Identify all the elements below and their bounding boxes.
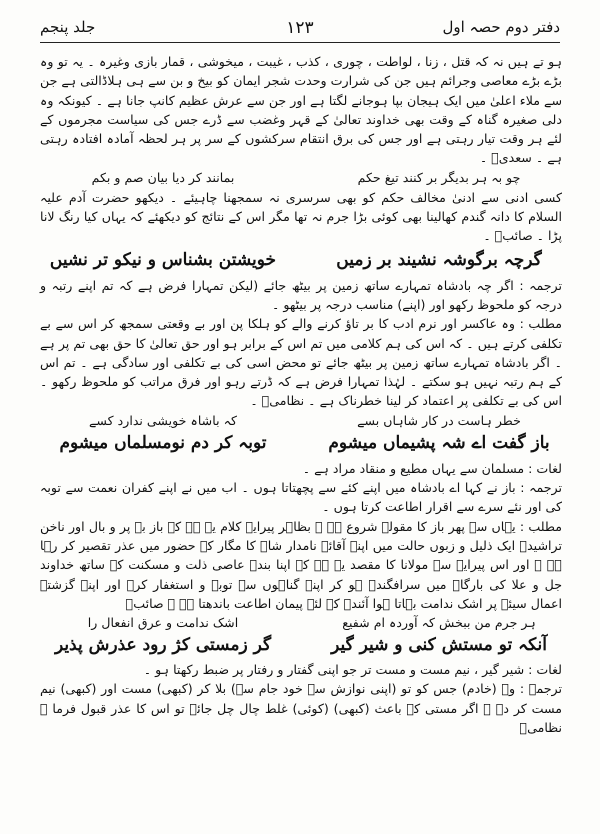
paragraph-commentary: کسی ادنی سے ادنیٰ مخالف حکم کو بھی سرسری نہ سمجھنا چاہیئے ۔ دیکھو حضرت آدم علیہ السلام کا دانہ گندم کھالینا بھی کوئی بڑا جرم نہ تھا مگر اس کے نتائج کو دیکھئے کہ یہاں کیا رنگ لانا پڑا ۔ صائبؒ ۔ — [40, 189, 562, 244]
paragraph-translation: ترجمہ : باز نے کہا اے بادشاہ میں اپنے کئے سے پچھتاتا ہوں ۔ اب میں نے اپنے کفران نعمت سے توبہ کی اور نئے سرے سے اقرار اطاعت کرتا ہوں ۔ — [40, 480, 562, 515]
section-title: دفتر دوم حصہ اول — [442, 18, 560, 36]
paragraph-glossary: لغات : مسلمان سے یہاں مطیع و منقاد مراد ہے ۔ — [302, 460, 562, 476]
paragraph-translation: ترجمہ : اگر چہ بادشاہ تمہارے ساتھ زمین پر بیٹھ جائے (لیکن تمہارا فرض ہے کہ تم اپنے رتبہ و درجہ کو ملحوظ رکھو اور (اپنے) مناسب درجہ پر بیٹھو ۔ — [40, 277, 562, 312]
verse-second-line: گر زمستی کژ رود عذرش پذیر — [54, 635, 272, 656]
verse-first-line: گرچہ برگوشہ نشیند بر زمیں — [336, 249, 542, 270]
verse-second-line: خویشتن بشناس و نیکو تر نشیں — [49, 249, 277, 270]
verse-couplet — [40, 248, 562, 273]
paragraph-translation: ترجمہ : وہ (خادم) جس کو تو (اپنی نوازش سے خود جام سے) بلا کر (کبھی) مست اور (کبھی) نیم مست کر دے ۔ اگر مستی کے باعث (کبھی) (کوئی) غلط چال چل جائے تو اس کا عذر قبول فرما ۔ نظامیؒ — [40, 681, 562, 736]
verse-second-line: اشک ندامت و عرق انفعال را — [87, 615, 239, 631]
verse-first-line: باز گفت اے شہ پشیماں میشوم — [328, 432, 550, 453]
verse-first-line: چو بہ ہر بدیگر بر کنند تیغ حکم — [357, 169, 521, 185]
verse-second-line: توبہ کر دم نومسلماں میشوم — [59, 432, 267, 453]
verse-first-line: ہر جرم من ببخش کہ آوردہ ام شفیع — [342, 615, 536, 631]
paragraph-commentary: ہو تے ہیں نہ کہ قتل ، زنا ، لواطت ، چوری ، کذب ، غیبت ، میخوشی ، قمار بازی وغیرہ ۔ یہ تو وہ بڑے بڑے معاصی وجرائم ہیں جن کی شرارت وحدت شجر ایمان کو بیخ و بن سے ہی ہلاڈالتی ہے جن سے ملاء اعلیٰ میں ایک ہیجان بپا ہوجانے لگتا ہے اور جن سے عرش عظیم کانپ جانا ہے ۔ کیونکہ وہ دلی صغیرہ گناہ کے وقت بھی خداوند تعالیٰ کے قہر وغضب سے ڈرے جس کی سیاست مجرموں کے لئے ہر وقت تیار رہتی ہے اور جس کی برق انتقام سرکشوں کے سر پر ہر لحظہ آمادہ افتادہ رہتی ہے ۔ سعدیؒ ۔ — [40, 54, 562, 166]
verse-couplet — [40, 614, 562, 631]
paragraph-explanation: مطلب : یہاں سے پھر باز کا مقولہ شروع ہے ۔ بظاہر پیرایہ کلام یہ ہے کہ باز بے پر و بال اور ناخن تراشیدہ ایک ذلیل و زبوں حالت میں اپنے آقائے نامدار شاہ کا مگار کے حضور میں عذر تقصیر کر رہا ہے ۔ اور اس پیرایہ سے مولانا کا مقصد یہ ہے کہ اپنا بندہ عاصی ذلت و مسکنت کے ساتھ خداوند جل و علا کی بارگاہ میں سرافگندہ ہو کر اپنے گناہوں سے توبہ و استغفار کرے اور اپنے گزشتہ اعمال سیئہ پر اشک ندامت بہاتا ہوا آئندہ کے لئے پیمان اطاعت باندھتا ہے ۔ صائبؒ — [40, 518, 562, 611]
verse-couplet — [40, 412, 562, 429]
verse-second-line: کہ باشاہ خویشی ندارد کسے — [89, 412, 237, 428]
volume-label: جلد پنجم — [40, 18, 96, 36]
verse-first-line: خطر ہاست در کار شاہاں بسے — [357, 412, 521, 428]
verse-couplet-main — [40, 633, 562, 657]
verse-first-line: آنکہ تو مستش کنی و شیر گیر — [331, 635, 547, 656]
page-body — [40, 52, 562, 826]
verse-second-line: بمانند کر دیا بیان صم و بکم — [91, 169, 235, 185]
header-divider — [40, 42, 560, 43]
page-header — [40, 14, 560, 42]
verse-couplet-main — [40, 431, 562, 456]
paragraph-glossary: لغات : شیر گیر ، نیم مست و مست تر جو اپنی گفتار و رفتار پر ضبط رکھتا ہو ۔ — [143, 662, 562, 678]
paragraph-explanation: مطلب : وہ عاکسر اور نرم ادب کا بر تاؤ کرنے والے کو ہلکا پن اور بے وقعتی سمجھ کر اس سے بے تکلفی کرتے ہیں ۔ کہ اس کی ہم کلامی میں تم اس کے برابر ہو اور حق تعالیٰ کا حق بھی تم پر ہے ۔ اگر بادشاہ تمہارے ساتھ زمین پر بیٹھ جائے تو محض اسی کی بے تکلفی اور سادگی ہے ۔ تم اس کے ہم رتبہ نہیں ہو سکتے ۔ لہٰذا تمہارا فرض ہے کہ ڈرتے رہو اور فرق مراتب کو ملحوظ رکھو ۔ اس کی بے تکلفی پر اعتماد کر لینا خطرناک ہے ۔ نظامیؒ ۔ — [40, 316, 562, 409]
verse-couplet — [40, 169, 562, 186]
page-number: ۱۲۳ — [286, 18, 314, 38]
